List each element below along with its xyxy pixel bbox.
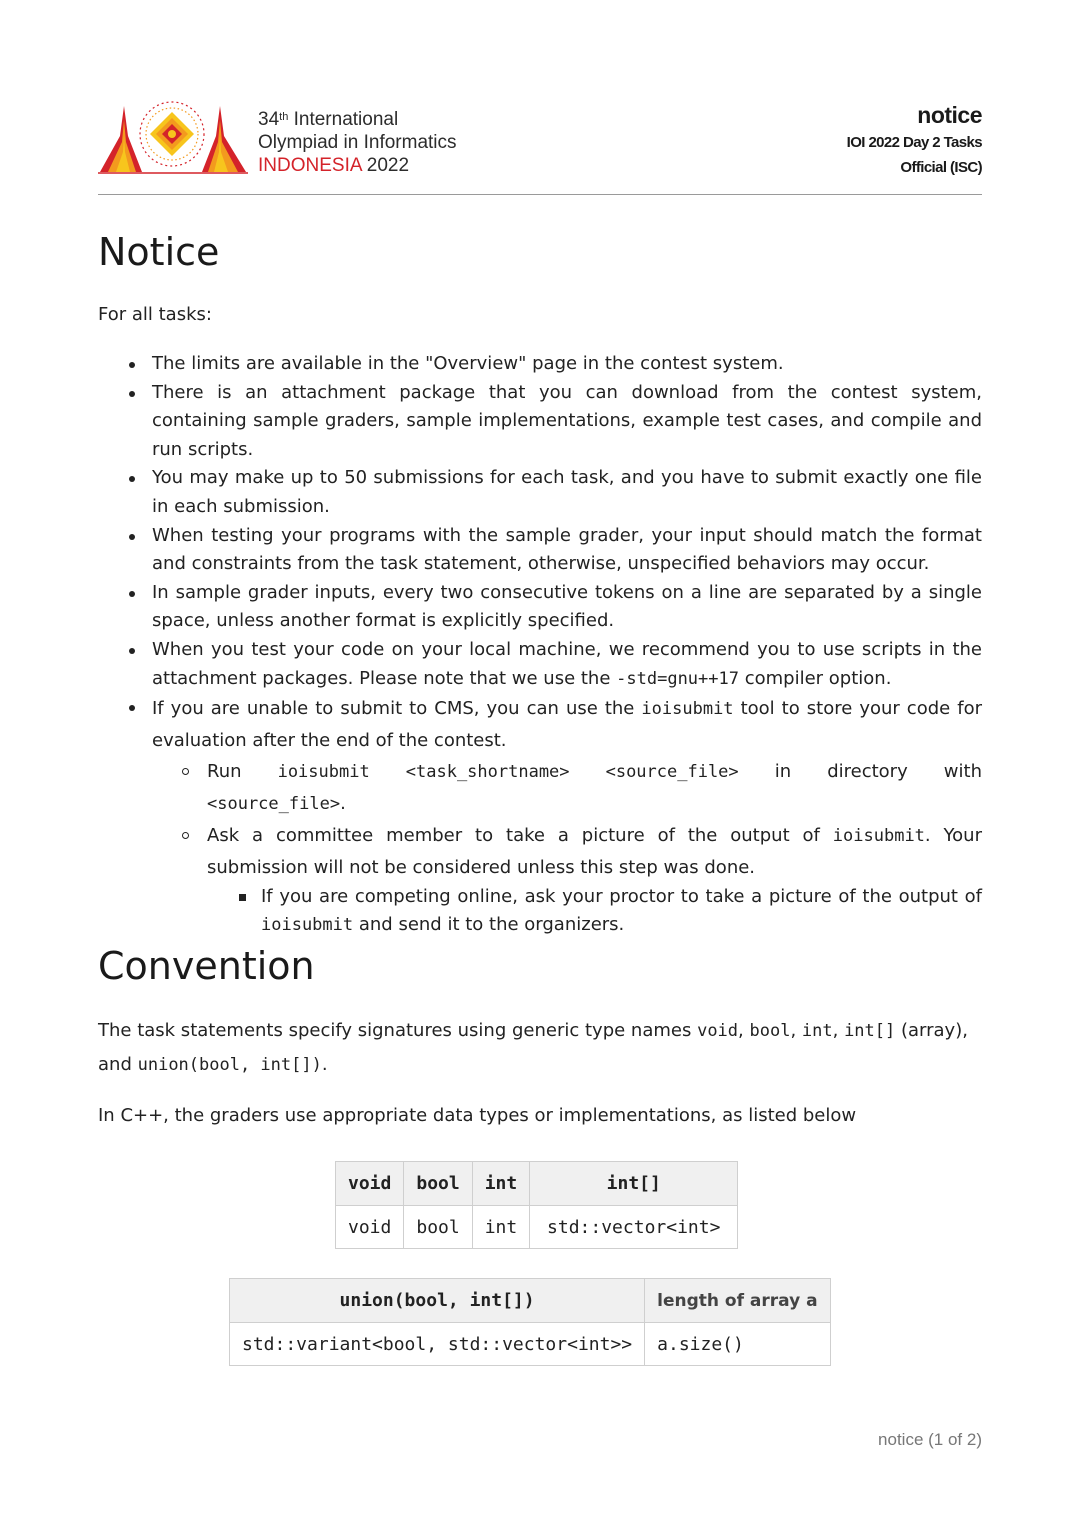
item-text: tool to store your code for evaluation after the end of the contest. (152, 698, 982, 752)
ioi-logo (98, 96, 248, 176)
page-header (98, 96, 982, 195)
item-text: in (774, 761, 792, 783)
list-item: In sample grader inputs, every two consecutive tokens on a line are separated by a single space, unless another format is explicitly specified. (98, 579, 982, 636)
table-header-row (230, 1279, 831, 1323)
table-header-row (336, 1162, 738, 1206)
table-header-cell: length of array a (645, 1279, 830, 1323)
inline-code: <task_shortname> (405, 762, 570, 783)
inline-code: <source_file> (207, 794, 341, 815)
notice-heading: Notice (98, 230, 220, 274)
logo-number: 34 (258, 109, 280, 130)
table-header-cell: void (336, 1162, 404, 1206)
paragraph-text: (array), and (98, 1020, 968, 1075)
inline-code: ioisubmit (832, 826, 925, 847)
notice-list (98, 350, 982, 939)
convention-cpp-paragraph: In C++, the graders use appropriate data types or implementations, as listed below (98, 1105, 857, 1126)
paragraph-text: . (321, 1054, 328, 1075)
item-text: . Your submission will not be considered unless this step was done. (207, 825, 982, 879)
item-text: If you are competing online, ask your proctor to take a picture of the output of (261, 886, 982, 908)
inline-code: int (801, 1021, 833, 1041)
inline-code: ioisubmit (641, 699, 734, 720)
convention-heading: Convention (98, 944, 315, 988)
item-text: If you are unable to submit to CMS, you can use the (152, 698, 635, 720)
table-row (230, 1323, 831, 1366)
table-row (336, 1206, 738, 1249)
table-cell: std::variant<bool, std::vector<int>> (230, 1323, 645, 1366)
list-item: When testing your programs with the sample grader, your input should match the format and constraints from the task statement, otherwise, unspecified behaviors may occur. (98, 522, 982, 579)
logo-line1: International (293, 109, 399, 130)
item-text: directory (827, 761, 908, 783)
list-item (98, 636, 982, 693)
table-cell: int (472, 1206, 530, 1249)
inline-code: union(bool, int[]) (137, 1055, 322, 1075)
list-item: The limits are available in the "Overview" page in the contest system. (98, 350, 982, 379)
table-header-cell: union(bool, int[]) (230, 1279, 645, 1323)
list-item (98, 693, 982, 939)
run-command-line (207, 756, 982, 788)
logo-line2: Olympiad in Informatics (258, 132, 457, 153)
page-footer: notice (1 of 2) (878, 1430, 982, 1449)
sub-list-item (152, 756, 982, 820)
list-item: There is an attachment package that you can download from the contest system, containing sample graders, sample implementations, example test cases, and compile and run scripts. (98, 379, 982, 465)
sub-list-item (152, 820, 982, 939)
sub-sub-list (207, 883, 982, 939)
type-table (335, 1161, 738, 1249)
contest-day: IOI 2022 Day 2 Tasks (846, 134, 982, 151)
item-text: compiler option. (744, 667, 892, 689)
logo-country: INDONESIA (258, 155, 362, 176)
notice-intro: For all tasks: (98, 304, 212, 325)
convention-paragraph: The task statements specify signatures using generic type names void, bool, int, int[] (array), and union(bool, int[]). (98, 1020, 968, 1075)
sub-list (152, 756, 982, 939)
task-name: notice (917, 102, 982, 128)
inline-code: void (697, 1021, 739, 1041)
table-header-cell: int[] (530, 1162, 738, 1206)
union-table (229, 1278, 831, 1366)
item-text: Ask a committee member to take a picture of the output of (207, 825, 820, 847)
inline-code: ioisubmit (261, 915, 354, 936)
inline-code: <source_file> (605, 762, 739, 783)
logo-year: 2022 (366, 155, 410, 176)
table-header-cell: int (472, 1162, 530, 1206)
logo-wordmark (258, 108, 457, 177)
table-cell: bool (404, 1206, 472, 1249)
item-text: Run (207, 761, 242, 783)
inline-code: int[] (844, 1021, 896, 1041)
header-meta (847, 100, 982, 180)
list-item: You may make up to 50 submissions for each task, and you have to submit exactly one file in each submission. (98, 464, 982, 521)
inline-code: bool (749, 1021, 791, 1041)
table-cell: void (336, 1206, 404, 1249)
paragraph-text: The task statements specify signatures using generic type names (98, 1020, 692, 1041)
item-text: When you test your code on your local machine, we recommend you to use scripts in the attachment packages. Please note that we use the (152, 638, 982, 689)
logo-ordinal: th (279, 111, 289, 123)
inline-code: ioisubmit (277, 762, 370, 783)
item-text: with (943, 761, 982, 783)
table-cell: a.size() (645, 1323, 830, 1366)
sub-sub-list-item (207, 883, 982, 939)
table-cell: std::vector<int> (530, 1206, 738, 1249)
table-header-cell: bool (404, 1162, 472, 1206)
item-text: . (340, 793, 346, 815)
item-text: and send it to the organizers. (358, 914, 625, 936)
compiler-flag: -std=gnu++17 (616, 668, 739, 689)
version-label: Official (ISC) (900, 159, 982, 176)
ioi-emblem-icon (98, 96, 248, 176)
